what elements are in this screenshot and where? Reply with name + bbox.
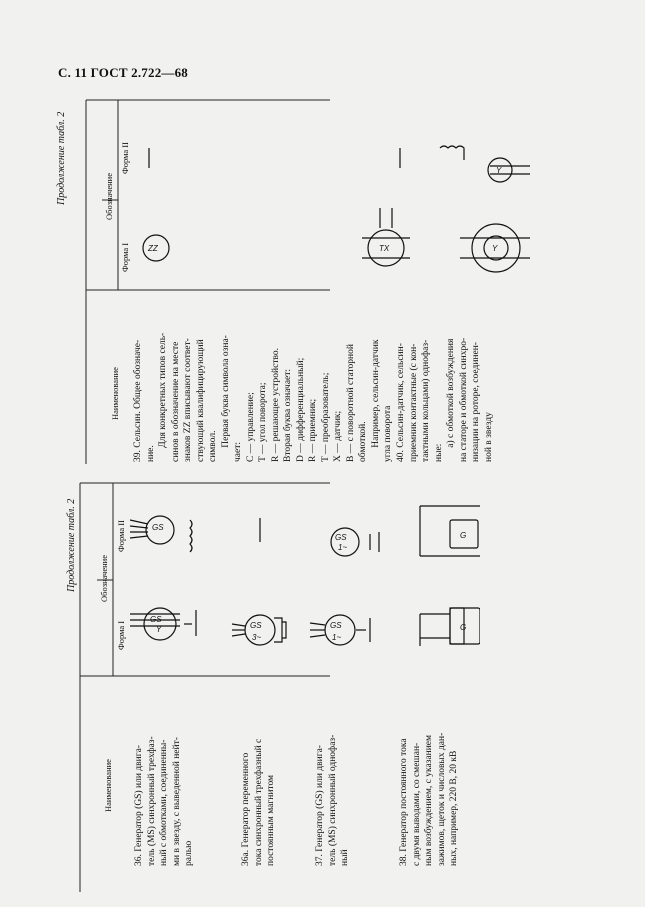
- selsyn-tx-icon: [362, 208, 410, 266]
- generator-y-form1-icon: [130, 608, 196, 640]
- phase-label-37: 1~: [332, 633, 342, 642]
- generator-y-form2-icon: [130, 516, 192, 552]
- y-label-40-f2: Y: [496, 166, 502, 175]
- page-header: С. 11 ГОСТ 2.722—68: [58, 65, 188, 80]
- g-label-38-f2: G: [460, 531, 467, 540]
- right-symbols: [130, 108, 530, 288]
- g-label-38: G: [460, 623, 467, 632]
- phase-label-36a: 3~: [252, 633, 262, 642]
- zz-label: ZZ: [148, 244, 158, 253]
- left-symbols: [120, 490, 480, 685]
- gs-label-37: GS: [330, 621, 342, 630]
- selsyn-40-form2-icon: [440, 146, 530, 182]
- tx-label: TX: [379, 244, 390, 253]
- phase-label-37-f2: 1~: [338, 543, 348, 552]
- gs-label-36a: GS: [250, 621, 262, 630]
- gs-label-37-f2: GS: [335, 533, 347, 542]
- dc-generator-form1-icon: [420, 608, 480, 646]
- dc-generator-form2-icon: [420, 506, 480, 556]
- gs-label-36-f2: GS: [152, 523, 164, 532]
- y-label-40: Y: [492, 244, 498, 253]
- page: С. 11 ГОСТ 2.722—68 Продолжение табл. 2 Обозначение Наименование Форма I Форма II 36. Генератор (GS) или двига- тель (MS) синхронный трехфаз- ный с обмотками, соединенны- ми в звезду, с выведенной нейт- ралью 36а. Генератор переменного тока синхронный трехфазный с постоянным магнитом 37. Генератор (GS) или двига- тель (MS) синхронный однофаз- ный 38. Генератор постоянного тока с двумя выводами, со смешан- ным возбуждением, с указанием зажимов, щеток и числовых дан- ных, например, 220 В, 20 кВ GS Y GS GS 3~ GS 1~ GS 1~ G G Продолжение табл. 2 Обозначение Наименование Форма I Форма II 39. Сельсин. Общее обозначе- ние. Для конкретных типов сель- синов в обозначение на месте знаков ZZ вписывают соответ- ствующий квалифицирующий символ. Первая буква символа озна- чает: C — управление; T — угол поворота; R — решающее устройство. Вторая буква означает: D — дифференциальный; R — приемник; T — преобразователь; X — датчик; B — с поворотной статорной обмоткой. Например, сельсин-датчик угла поворота 40. Сельсин-датчик, сельсин- приемник контактные (с кон- тактными кольцами) однофаз- ные: а) с обмоткой возбуждения на статоре и обмоткой синхро- низации на роторе, соединен- ной в звезду ZZ TX Y Y: [0, 0, 645, 907]
- gs-label-36: GS: [150, 615, 162, 624]
- y-label-36: Y: [156, 625, 162, 634]
